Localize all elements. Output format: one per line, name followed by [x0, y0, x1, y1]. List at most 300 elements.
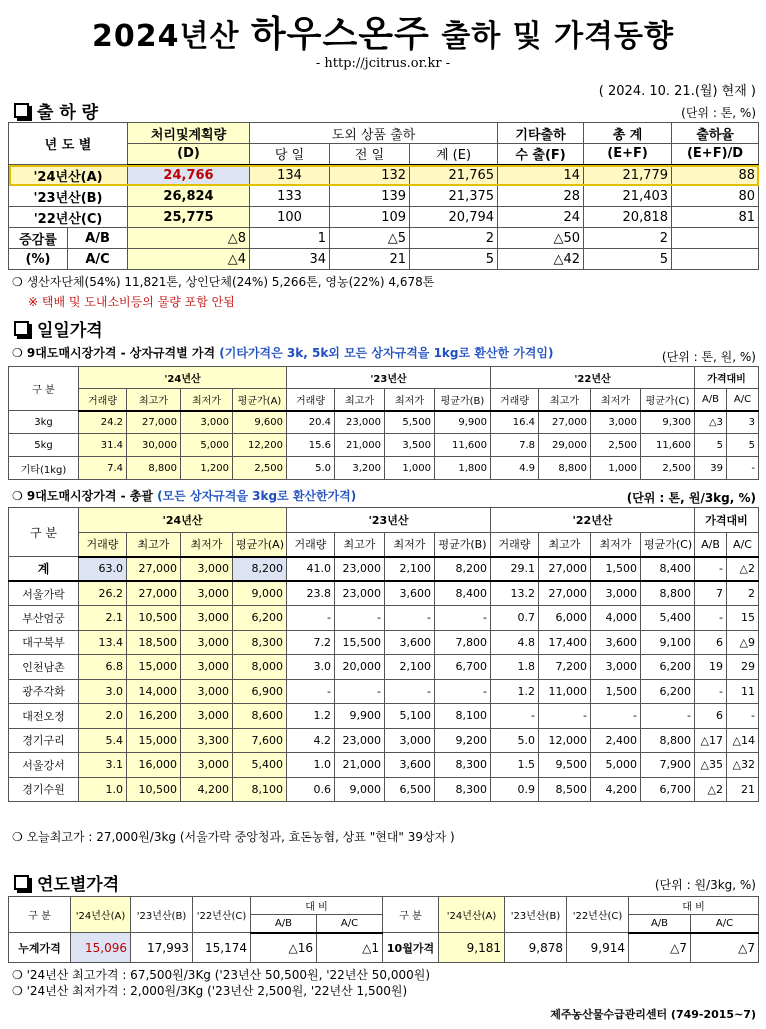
hdr-cmp: 대 비 [251, 897, 383, 915]
section-shipment [14, 98, 98, 123]
table-cell: 63.0 [79, 557, 127, 582]
table-cell: 6,000 [539, 606, 591, 631]
table-cell: 9,000 [233, 581, 287, 606]
hdr-y23: '23년산 [287, 508, 491, 533]
table-cell: △32 [727, 753, 759, 778]
sub1-heading [12, 344, 553, 361]
hdr-gubun: 구 분 [9, 508, 79, 557]
cell-a: 9,181 [439, 933, 505, 963]
table-cell: 31.4 [79, 434, 127, 457]
table-cell: 2,500 [641, 457, 695, 480]
cell-sum: 21,403 [584, 186, 672, 207]
sub2-heading [12, 487, 356, 504]
table-cell: 0.7 [491, 606, 539, 631]
hdr-avg-c: 평균가(C) [641, 532, 695, 557]
table-cell: 7.2 [287, 630, 335, 655]
table-cell: 7 [695, 581, 727, 606]
cell-c: 15,174 [193, 933, 251, 963]
cell-total: 5 [410, 249, 498, 270]
table-cell: 3,000 [181, 753, 233, 778]
shipment-note-2: ※ 택배 및 도내소비등의 물량 포함 안됨 [28, 295, 235, 309]
hdr-avg-b: 평균가(B) [435, 532, 491, 557]
table-cell: 3 [727, 411, 759, 434]
sub2-note: (모든 상자규격을 3kg로 환산한가격) [157, 489, 357, 503]
table-cell: 5,100 [385, 704, 435, 729]
table-cell: 6,200 [641, 679, 695, 704]
cell-total: 21,375 [410, 186, 498, 207]
hdr-avg-c: 평균가(C) [641, 389, 695, 411]
table-cell: △14 [727, 728, 759, 753]
table-cell: 8,800 [641, 581, 695, 606]
hdr-domestic: 도외 상품 출하 [250, 123, 498, 144]
table-cell: - [287, 679, 335, 704]
cell-plan: 25,775 [128, 207, 250, 228]
table-cell: 7,900 [641, 753, 695, 778]
table-cell: 9,100 [641, 630, 695, 655]
checkbox-icon [14, 875, 29, 890]
table-cell: 9,900 [335, 704, 385, 729]
row-label: '23년산(B) [9, 186, 128, 207]
hdr-yesterday: 전 일 [330, 144, 410, 165]
table-cell: 5,400 [641, 606, 695, 631]
row-label: 서울강서 [9, 753, 79, 778]
cell-plan: 24,766 [128, 165, 250, 186]
table-cell: 8,000 [233, 655, 287, 680]
table-cell: 2,100 [385, 655, 435, 680]
table-cell: 11,000 [539, 679, 591, 704]
hdr-y22: '22년산(C) [193, 897, 251, 933]
row-label: 광주각화 [9, 679, 79, 704]
table-cell: 4.8 [491, 630, 539, 655]
hdr-y22: '22년산 [491, 367, 695, 389]
hdr-vol: 거래량 [79, 532, 127, 557]
table-cell: 13.2 [491, 581, 539, 606]
table-cell: 0.9 [491, 777, 539, 802]
table-cell: 10,500 [127, 777, 181, 802]
table-cell: 5.0 [491, 728, 539, 753]
table-cell: 1.0 [79, 777, 127, 802]
table-cell: 3,500 [385, 434, 435, 457]
table-cell: 2 [727, 581, 759, 606]
table-cell: 1,000 [385, 457, 435, 480]
cell-today: 134 [250, 165, 330, 186]
hdr-ab: A/B [695, 532, 727, 557]
market-price-table [8, 507, 759, 802]
table-cell: 9,300 [641, 411, 695, 434]
table-cell: 7,200 [539, 655, 591, 680]
table-cell: 8,300 [233, 630, 287, 655]
table-cell: 41.0 [287, 557, 335, 582]
size-price-body [9, 411, 759, 480]
table-row [9, 186, 759, 207]
hdr-y24: '24년산 [79, 367, 287, 389]
table-cell: 8,200 [233, 557, 287, 582]
table-cell: 11,600 [641, 434, 695, 457]
table-cell: △2 [695, 777, 727, 802]
table-row [9, 581, 759, 606]
table-cell: 8,600 [233, 704, 287, 729]
table-cell: 5.4 [79, 728, 127, 753]
table-cell: 7,800 [435, 630, 491, 655]
hdr-vol: 거래량 [491, 389, 539, 411]
size-price-table [8, 366, 759, 480]
hdr-y23: '23년산 [287, 367, 491, 389]
row-label: 대구북부 [9, 630, 79, 655]
table-row [9, 165, 759, 186]
table-cell: - [727, 704, 759, 729]
row-label: 경기구리 [9, 728, 79, 753]
table-cell: 21,000 [335, 434, 385, 457]
table-cell: 8,800 [641, 728, 695, 753]
table-cell: 9,200 [435, 728, 491, 753]
checkbox-icon [14, 321, 29, 336]
hdr-vol: 거래량 [491, 532, 539, 557]
cell-export: 14 [498, 165, 584, 186]
cell-total: 21,765 [410, 165, 498, 186]
sub2-title: ❍ 9대도매시장가격 - 총괄 [12, 489, 153, 503]
cell-today: 100 [250, 207, 330, 228]
table-cell: - [695, 606, 727, 631]
report-date: ( 2024. 10. 21.(월) 현재 ) [598, 84, 756, 99]
table-cell: 3.1 [79, 753, 127, 778]
table-cell: 17,400 [539, 630, 591, 655]
table-cell: 8,100 [435, 704, 491, 729]
hdr-vol: 거래량 [79, 389, 127, 411]
hdr-rate: 출하율 [672, 123, 759, 144]
row-label: 부산엄궁 [9, 606, 79, 631]
table-cell: △35 [695, 753, 727, 778]
table-cell: 20.4 [287, 411, 335, 434]
sub1-note: (기타가격은 3k, 5k외 모든 상자규격을 1kg로 환산한 가격임) [219, 346, 554, 360]
table-cell: 3,000 [591, 411, 641, 434]
site-url[interactable]: - http://jcitrus.or.kr - [315, 56, 451, 71]
table-cell: 27,000 [539, 411, 591, 434]
hdr-y24: '24년산(A) [71, 897, 131, 933]
hdr-other: 기타출하 [498, 123, 584, 144]
table-cell: 3,000 [181, 704, 233, 729]
hdr-plan: 처리및계획량 [128, 123, 250, 144]
table-cell: - [335, 606, 385, 631]
cell-b: 17,993 [131, 933, 193, 963]
row-label: 10월가격 [383, 933, 439, 963]
hdr-max: 최고가 [127, 389, 181, 411]
table-cell: - [695, 557, 727, 582]
row-label: 누계가격 [9, 933, 71, 963]
table-cell: 20,000 [335, 655, 385, 680]
sub1-unit: (단위 : 톤, 원, %) [661, 350, 756, 364]
row-label: 인천남촌 [9, 655, 79, 680]
table-cell: 13.4 [79, 630, 127, 655]
hdr-min: 최저가 [591, 532, 641, 557]
table-cell: 7.4 [79, 457, 127, 480]
hdr-y22: '22년산 [491, 508, 695, 533]
table-row [9, 630, 759, 655]
table-cell: 23,000 [335, 728, 385, 753]
section-annual [14, 870, 119, 895]
row-label: 기타(1kg) [9, 457, 79, 480]
title-product: 하우스온주 [250, 14, 430, 55]
table-row [9, 728, 759, 753]
table-cell: 16,000 [127, 753, 181, 778]
table-cell: 8,800 [127, 457, 181, 480]
hdr-cmp: 대 비 [629, 897, 759, 915]
table-cell: 5,400 [233, 753, 287, 778]
table-cell: 29.1 [491, 557, 539, 582]
hdr-gubun: 구 분 [9, 367, 79, 411]
table-cell: - [287, 606, 335, 631]
table-cell: 1,200 [181, 457, 233, 480]
table-cell: 1,800 [435, 457, 491, 480]
hdr-max: 최고가 [127, 532, 181, 557]
section-daily-title: 일일가격 [37, 321, 103, 341]
hdr-ac: A/C [727, 532, 759, 557]
table-cell: 29 [727, 655, 759, 680]
hdr-cmp: 가격대비 [695, 508, 759, 533]
hdr-min: 최저가 [181, 389, 233, 411]
row-label: 경기수원 [9, 777, 79, 802]
table-cell: 6 [695, 704, 727, 729]
table-cell: 8,400 [641, 557, 695, 582]
table-cell: 3,600 [385, 753, 435, 778]
table-cell: 8,200 [435, 557, 491, 582]
table-cell: 4,200 [181, 777, 233, 802]
table-row [9, 457, 759, 480]
table-cell: 6,700 [641, 777, 695, 802]
change-label: 증감률 [9, 228, 68, 249]
cell-rate: 80 [672, 186, 759, 207]
table-cell: 4.9 [491, 457, 539, 480]
cell-sum: 2 [584, 228, 672, 249]
table-cell: 16.4 [491, 411, 539, 434]
row-label: 계 [9, 557, 79, 582]
annual-note-1: ❍ '24년산 최고가격 : 67,500원/3Kg ('23년산 50,500원, '22년산 50,000원) [12, 968, 431, 982]
cell-a: 15,096 [71, 933, 131, 963]
hdr-vol: 거래량 [287, 389, 335, 411]
hdr-avg-a: 평균가(A) [233, 532, 287, 557]
table-cell: 3,000 [181, 581, 233, 606]
hdr-vol: 거래량 [287, 532, 335, 557]
row-label: A/C [68, 249, 128, 270]
table-cell: 2.1 [79, 606, 127, 631]
table-cell: 1.0 [287, 753, 335, 778]
hdr-ab: A/B [695, 389, 727, 411]
hdr-total-e: 계 (E) [410, 144, 498, 165]
table-cell: 1.5 [491, 753, 539, 778]
cell-rate: 88 [672, 165, 759, 186]
table-cell: 21 [727, 777, 759, 802]
table-row [9, 655, 759, 680]
table-row [9, 557, 759, 582]
table-cell: 1,000 [591, 457, 641, 480]
table-cell: 5 [727, 434, 759, 457]
table-cell: 8,400 [435, 581, 491, 606]
table-cell: 1.2 [491, 679, 539, 704]
title-year: 2024년산 [91, 19, 240, 54]
cell-yesterday: 139 [330, 186, 410, 207]
cell-total: 20,794 [410, 207, 498, 228]
shipment-note-1: ❍ 생산자단체(54%) 11,821톤, 상인단체(24%) 5,266톤, 영농(22%) 4,678톤 [12, 275, 435, 289]
hdr-y22: '22년산(C) [567, 897, 629, 933]
table-cell: 9,600 [233, 411, 287, 434]
hdr-avg-b: 평균가(B) [435, 389, 491, 411]
table-cell: 3,000 [181, 557, 233, 582]
table-cell: 2,400 [591, 728, 641, 753]
hdr-plan-sub: (D) [128, 144, 250, 165]
table-cell: 3,200 [335, 457, 385, 480]
table-row [9, 777, 759, 802]
hdr-avg-a: 평균가(A) [233, 389, 287, 411]
hdr-sum-sub: (E+F) [584, 144, 672, 165]
table-cell: 1.2 [287, 704, 335, 729]
table-cell: 8,100 [233, 777, 287, 802]
hdr-gubun: 구 분 [9, 897, 71, 933]
table-cell: 9,500 [539, 753, 591, 778]
hdr-ac: A/C [727, 389, 759, 411]
today-max-note: ❍ 오늘최고가 : 27,000원/3kg (서울가락 중앙청과, 효돈농협, 상표 "현대" 39상자 ) [12, 830, 455, 844]
table-cell: 29,000 [539, 434, 591, 457]
table-cell: 11 [727, 679, 759, 704]
table-cell: 1,500 [591, 679, 641, 704]
table-cell: - [591, 704, 641, 729]
table-cell: 3,000 [385, 728, 435, 753]
table-cell: 14,000 [127, 679, 181, 704]
table-cell: 18,500 [127, 630, 181, 655]
annual-table [8, 896, 759, 963]
table-cell: 3,600 [385, 630, 435, 655]
hdr-y24: '24년산 [79, 508, 287, 533]
table-cell: 15,500 [335, 630, 385, 655]
page-title [0, 6, 766, 57]
hdr-max: 최고가 [335, 389, 385, 411]
row-label: A/B [68, 228, 128, 249]
table-cell: 8,800 [539, 457, 591, 480]
footer-org: 제주농산물수급관리센터 (749-2015~7) [550, 1008, 756, 1021]
hdr-sum: 총 계 [584, 123, 672, 144]
table-cell: 3,000 [181, 679, 233, 704]
hdr-min: 최저가 [385, 389, 435, 411]
cell-ab: △7 [629, 933, 691, 963]
table-cell: 1.8 [491, 655, 539, 680]
table-cell: 5.0 [287, 457, 335, 480]
table-cell: 2,500 [233, 457, 287, 480]
table-cell: - [385, 679, 435, 704]
cell-today: 133 [250, 186, 330, 207]
table-cell: 27,000 [539, 557, 591, 582]
cell-yesterday: 21 [330, 249, 410, 270]
table-cell: 19 [695, 655, 727, 680]
table-cell: 5,000 [181, 434, 233, 457]
shipment-table [8, 122, 759, 270]
table-row [9, 249, 759, 270]
hdr-ac: A/C [317, 915, 383, 933]
row-label: 서울가락 [9, 581, 79, 606]
table-cell: 2,500 [591, 434, 641, 457]
table-cell: 6 [695, 630, 727, 655]
table-cell: 4.2 [287, 728, 335, 753]
table-cell: 3.0 [287, 655, 335, 680]
table-cell: 3,300 [181, 728, 233, 753]
table-row [9, 434, 759, 457]
market-price-body [9, 557, 759, 802]
hdr-y23: '23년산(B) [131, 897, 193, 933]
table-cell: 6,500 [385, 777, 435, 802]
checkbox-icon [14, 103, 29, 118]
table-cell: 5,000 [591, 753, 641, 778]
cell-plan: △8 [128, 228, 250, 249]
table-cell: - [435, 606, 491, 631]
table-cell: 12,000 [539, 728, 591, 753]
table-row [9, 679, 759, 704]
row-label: 대전오정 [9, 704, 79, 729]
table-row [9, 704, 759, 729]
table-cell: 30,000 [127, 434, 181, 457]
table-row [9, 933, 759, 963]
table-cell: 0.6 [287, 777, 335, 802]
hdr-min: 최저가 [591, 389, 641, 411]
hdr-today: 당 일 [250, 144, 330, 165]
table-row [9, 207, 759, 228]
section-shipment-title: 출 하 량 [37, 103, 99, 123]
table-cell: 3.0 [79, 679, 127, 704]
table-cell: 23.8 [287, 581, 335, 606]
table-cell: - [435, 679, 491, 704]
cell-rate: 81 [672, 207, 759, 228]
table-cell: 16,200 [127, 704, 181, 729]
hdr-rate-sub: (E+F)/D [672, 144, 759, 165]
table-cell: 23,000 [335, 411, 385, 434]
table-cell: - [491, 704, 539, 729]
table-cell: 15,000 [127, 655, 181, 680]
table-cell: 12,200 [233, 434, 287, 457]
table-cell: △17 [695, 728, 727, 753]
table-cell: 3,000 [181, 630, 233, 655]
cell-today: 1 [250, 228, 330, 249]
table-cell: 3,000 [181, 606, 233, 631]
cell-b: 9,878 [505, 933, 567, 963]
hdr-ab: A/B [629, 915, 691, 933]
table-cell: 15.6 [287, 434, 335, 457]
shipment-unit: (단위 : 톤, %) [681, 106, 756, 120]
table-cell: △2 [727, 557, 759, 582]
section-daily [14, 316, 103, 341]
cell-export: △42 [498, 249, 584, 270]
table-row [9, 753, 759, 778]
table-cell: 7,600 [233, 728, 287, 753]
hdr-ac: A/C [691, 915, 759, 933]
table-cell: 2.0 [79, 704, 127, 729]
cell-yesterday: 109 [330, 207, 410, 228]
hdr-min: 최저가 [181, 532, 233, 557]
cell-sum: 20,818 [584, 207, 672, 228]
table-cell: 8,300 [435, 753, 491, 778]
hdr-y23: '23년산(B) [505, 897, 567, 933]
cell-yesterday: △5 [330, 228, 410, 249]
cell-ab: △16 [251, 933, 317, 963]
cell-today: 34 [250, 249, 330, 270]
table-cell: 6,700 [435, 655, 491, 680]
title-suffix: 출하 및 가격동향 [441, 19, 674, 54]
table-cell: 15 [727, 606, 759, 631]
table-cell: - [641, 704, 695, 729]
table-cell: - [335, 679, 385, 704]
table-cell: 27,000 [127, 557, 181, 582]
table-cell: 27,000 [127, 411, 181, 434]
cell-rate [672, 228, 759, 249]
table-cell: 21,000 [335, 753, 385, 778]
row-label: '24년산(A) [9, 165, 128, 186]
hdr-max: 최고가 [539, 532, 591, 557]
table-cell: △9 [727, 630, 759, 655]
